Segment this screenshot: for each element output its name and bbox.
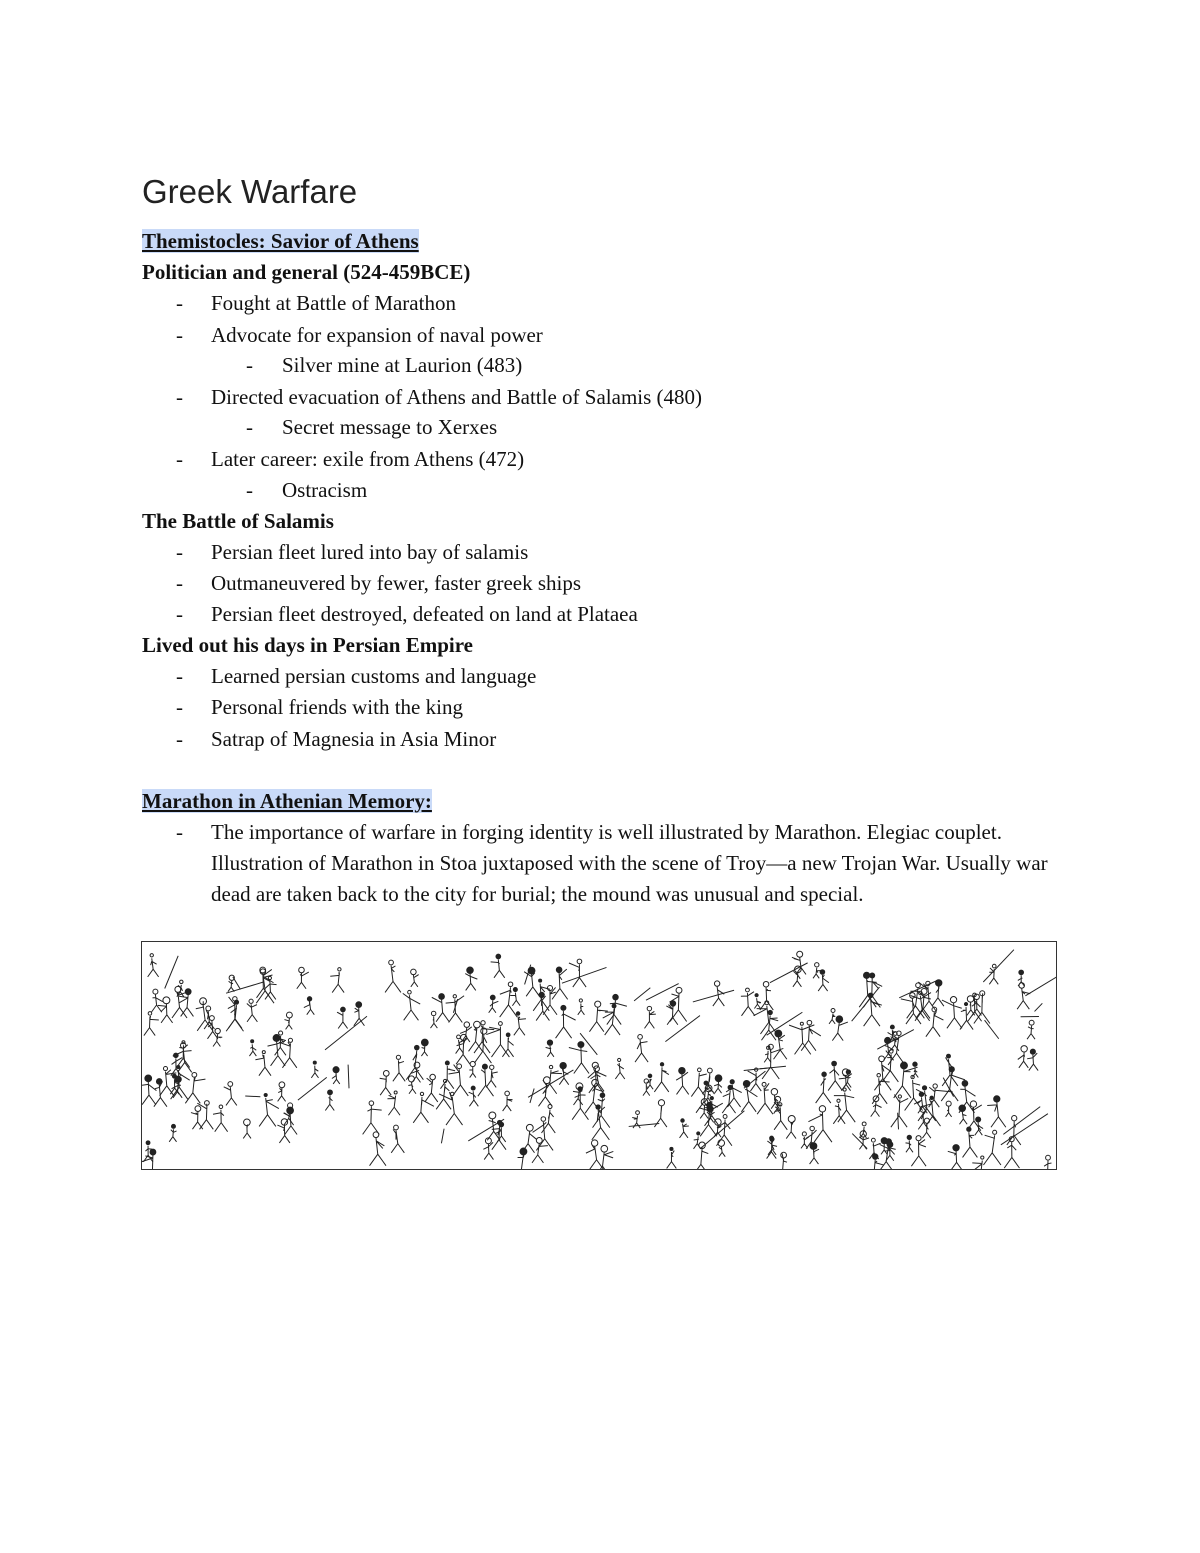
bullet-dash: - <box>176 727 183 751</box>
list-item-text: Persian fleet lured into bay of salamis <box>211 540 529 564</box>
highlighted-heading: Marathon in Athenian Memory: <box>142 789 432 813</box>
bullet-dash: - <box>176 323 183 347</box>
section-heading-themistocles <box>142 226 419 257</box>
bullet-dash: - <box>176 664 183 688</box>
bullet-dash: - <box>246 353 253 377</box>
highlighted-heading: Themistocles: Savior of Athens <box>142 229 419 253</box>
section-heading-persian-empire: Lived out his days in Persian Empire <box>142 633 473 657</box>
bullet-dash: - <box>176 385 183 409</box>
bullet-dash: - <box>176 695 183 719</box>
list-item-text: Secret message to Xerxes <box>282 415 498 439</box>
frieze-figures <box>142 950 1056 1169</box>
list-item-text: Outmaneuvered by fewer, faster greek ships <box>211 571 582 595</box>
frieze-drawing <box>142 942 1056 1169</box>
bullet-dash: - <box>176 820 183 844</box>
list-item-text: Learned persian customs and language <box>211 664 537 688</box>
list-item-text: Advocate for expansion of naval power <box>211 323 543 347</box>
subheading-politician: Politician and general (524-459BCE) <box>142 260 471 284</box>
section-heading-marathon <box>142 786 432 817</box>
list-item-text: Directed evacuation of Athens and Battle of Salamis (480) <box>211 385 703 409</box>
list-item-text: Ostracism <box>282 478 368 502</box>
list-item-text: Silver mine at Laurion (483) <box>282 353 523 377</box>
list-item-text: Fought at Battle of Marathon <box>211 291 456 315</box>
list-item-text: Personal friends with the king <box>211 695 463 719</box>
bullet-dash: - <box>176 447 183 471</box>
paragraph-marathon: The importance of warfare in forging identity is well illustrated by Marathon. Elegiac couplet. Illustration of Marathon in Stoa juxtaposed with the scene of Troy—a new Trojan War. Usually war dead are taken back to the city for burial; the mound was unusual and special. <box>211 820 1048 906</box>
bullet-dash: - <box>176 291 183 315</box>
list-item-text: Persian fleet destroyed, defeated on land at Plataea <box>211 602 638 626</box>
document-title: Greek Warfare <box>142 173 358 210</box>
battle-frieze-illustration <box>141 941 1057 1170</box>
bullet-dash: - <box>246 415 253 439</box>
section-heading-salamis: The Battle of Salamis <box>142 509 334 533</box>
bullet-dash: - <box>176 602 183 626</box>
list-item-text: Satrap of Magnesia in Asia Minor <box>211 727 497 751</box>
bullet-dash: - <box>176 540 183 564</box>
bullet-dash: - <box>246 478 253 502</box>
bullet-dash: - <box>176 571 183 595</box>
list-item-text: Later career: exile from Athens (472) <box>211 447 525 471</box>
